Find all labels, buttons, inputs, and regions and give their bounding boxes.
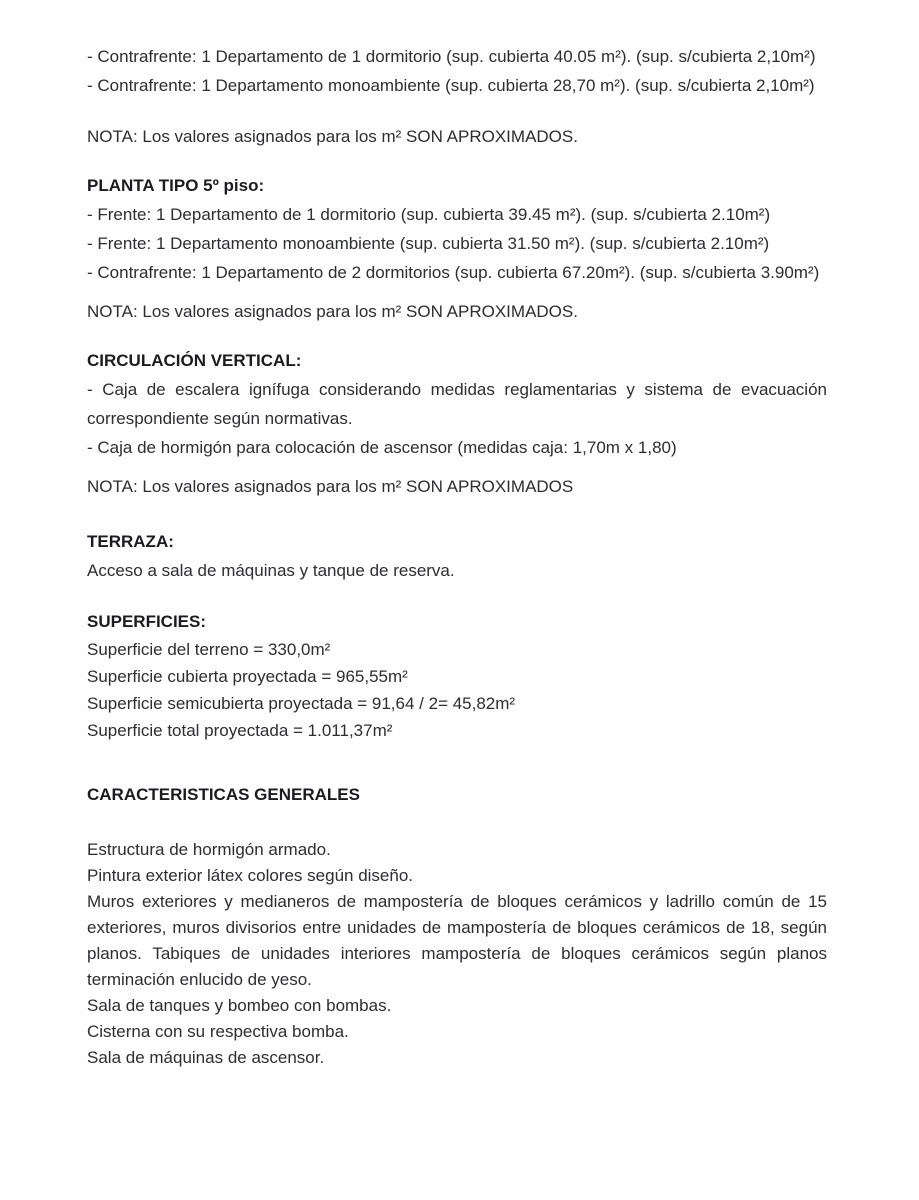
terraza-heading: TERRAZA: [87, 532, 174, 551]
section-circulacion-vertical [87, 346, 827, 501]
intro-item-2: - Contrafrente: 1 Departamento monoambiente (sup. cubierta 28,70 m²). (sup. s/cubierta 2,10m²) [87, 76, 815, 95]
section-contrafrente-intro [87, 42, 827, 151]
caract-muros: Muros exteriores y medianeros de mampostería de bloques cerámicos y ladrillo común de 15 exteriores, muros divisorios entre unidades de mampostería de bloques cerámicos de 18, según planos. Tabiques de unidades interiores mampostería de bloques cerámicos según planos terminación enlucido de yeso. [87, 892, 827, 989]
section-superficies [87, 607, 827, 744]
superficie-total: Superficie total proyectada = 1.011,37m² [87, 721, 393, 740]
caract-cisterna: Cisterna con su respectiva bomba. [87, 1022, 349, 1041]
nota-aproximados-1: NOTA: Los valores asignados para los m² SON APROXIMADOS. [87, 127, 578, 146]
caract-pintura: Pintura exterior látex colores según diseño. [87, 866, 414, 885]
circulacion-item-2: - Caja de hormigón para colocación de ascensor (medidas caja: 1,70m x 1,80) [87, 438, 677, 457]
planta-item-3: - Contrafrente: 1 Departamento de 2 dormitorios (sup. cubierta 67.20m²). (sup. s/cubierta 3.90m²) [87, 263, 820, 282]
intro-item-1: - Contrafrente: 1 Departamento de 1 dormitorio (sup. cubierta 40.05 m²). (sup. s/cubierta 2,10m²) [87, 47, 816, 66]
planta-item-2: - Frente: 1 Departamento monoambiente (sup. cubierta 31.50 m²). (sup. s/cubierta 2.10m²) [87, 234, 770, 253]
circulacion-item-1: - Caja de escalera ignífuga considerando medidas reglamentarias y sistema de evacuación correspondiente según normativas. [87, 380, 827, 428]
circulacion-heading: CIRCULACIÓN VERTICAL: [87, 351, 302, 370]
nota-aproximados-3: NOTA: Los valores asignados para los m² SON APROXIMADOS [87, 477, 574, 496]
superficie-cubierta: Superficie cubierta proyectada = 965,55m² [87, 667, 408, 686]
caracteristicas-body [87, 837, 827, 1071]
section-terraza [87, 527, 827, 585]
nota-aproximados-2: NOTA: Los valores asignados para los m² SON APROXIMADOS. [87, 302, 578, 321]
section-planta-tipo [87, 171, 827, 326]
caract-estructura: Estructura de hormigón armado. [87, 840, 331, 859]
caract-sala-tanques: Sala de tanques y bombeo con bombas. [87, 996, 392, 1015]
section-caracteristicas-generales [87, 780, 827, 1071]
planta-item-1: - Frente: 1 Departamento de 1 dormitorio (sup. cubierta 39.45 m²). (sup. s/cubierta 2.10m²) [87, 205, 771, 224]
planta-tipo-heading: PLANTA TIPO 5º piso: [87, 176, 265, 195]
caracteristicas-heading: CARACTERISTICAS GENERALES [87, 785, 360, 804]
superficies-heading: SUPERFICIES: [87, 612, 207, 631]
terraza-body: Acceso a sala de máquinas y tanque de reserva. [87, 561, 455, 580]
caract-sala-maquinas: Sala de máquinas de ascensor. [87, 1048, 325, 1067]
superficie-semicubierta: Superficie semicubierta proyectada = 91,64 / 2= 45,82m² [87, 694, 516, 713]
superficie-terreno: Superficie del terreno = 330,0m² [87, 640, 331, 659]
